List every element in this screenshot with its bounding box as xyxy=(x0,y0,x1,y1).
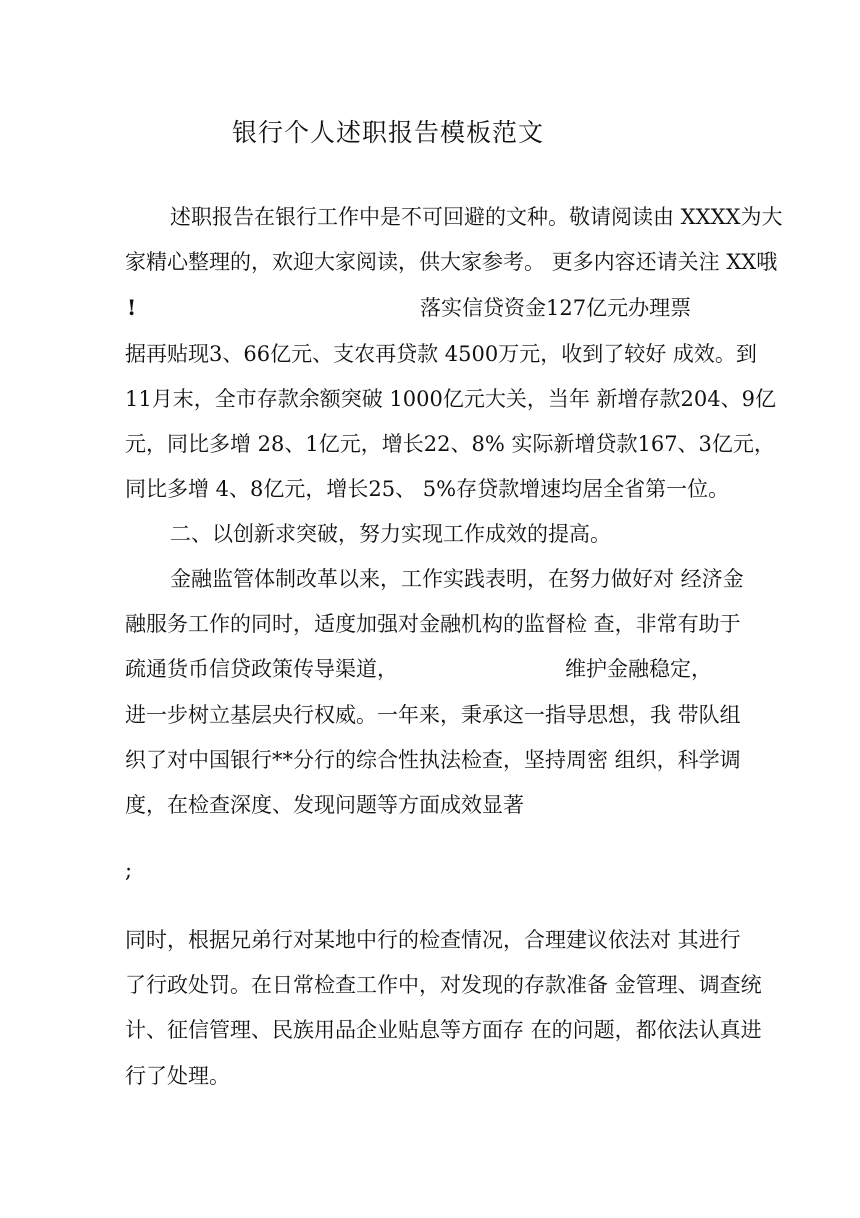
paragraph-line: 家精心整理的，欢迎大家阅读，供大家参考。 更多内容还请关注 XX哦 xyxy=(125,250,778,274)
paragraph-line: 了行政处罚。在日常检查工作中，对发现的存款准备 金管理、调查统 xyxy=(125,973,762,997)
paragraph-line: ! xyxy=(127,295,137,320)
paragraph-line: 疏通货币信贷政策传导渠道， xyxy=(125,657,398,681)
paragraph-line: 同比多增 4、8亿元，增长25、 5%存贷款增速均居全省第一位。 xyxy=(125,477,730,501)
paragraph-line: 行了处理。 xyxy=(125,1064,230,1088)
paragraph-line: 落实信贷资金127亿元办理票 xyxy=(420,296,692,320)
paragraph-line: 织了对中国银行**分行的综合性执法检查，坚持周密 组织，科学调 xyxy=(125,748,741,772)
section-heading: 二、以创新求突破，努力实现工作成效的提高。 xyxy=(170,522,611,546)
paragraph-line: 述职报告在银行工作中是不可回避的文种。敬请阅读由 XXXX为大 xyxy=(170,205,783,229)
paragraph-line: 金融监管体制改革以来，工作实践表明，在努力做好对 经济金 xyxy=(170,567,744,591)
paragraph-line: 维护金融稳定， xyxy=(565,657,712,681)
paragraph-line: 11月末，全市存款余额突破 1000亿元大关，当年 新增存款204、9亿 xyxy=(125,387,776,411)
paragraph-line: 据再贴现3、66亿元、支农再贷款 4500万元，收到了较好 成效。到 xyxy=(125,342,757,366)
paragraph-line: 元，同比多增 28、1亿元，增长22、8% 实际新增贷款167、3亿元， xyxy=(125,432,775,456)
paragraph-line: 度，在检查深度、发现问题等方面成效显著 xyxy=(125,793,524,817)
document-title: 银行个人述职报告模板范文 xyxy=(232,118,545,147)
paragraph-line: 融服务工作的同时，适度加强对金融机构的监督检 查，非常有助于 xyxy=(125,612,741,636)
paragraph-line: 计、征信管理、民族用品企业贴息等方面存 在的问题，都依法认真进 xyxy=(125,1018,762,1042)
paragraph-line: 进一步树立基层央行权威。一年来，秉承这一指导思想，我 带队组 xyxy=(125,703,741,727)
paragraph-line: ; xyxy=(125,858,133,882)
paragraph-line: 同时，根据兄弟行对某地中行的检查情况，合理建议依法对 其进行 xyxy=(125,928,741,952)
